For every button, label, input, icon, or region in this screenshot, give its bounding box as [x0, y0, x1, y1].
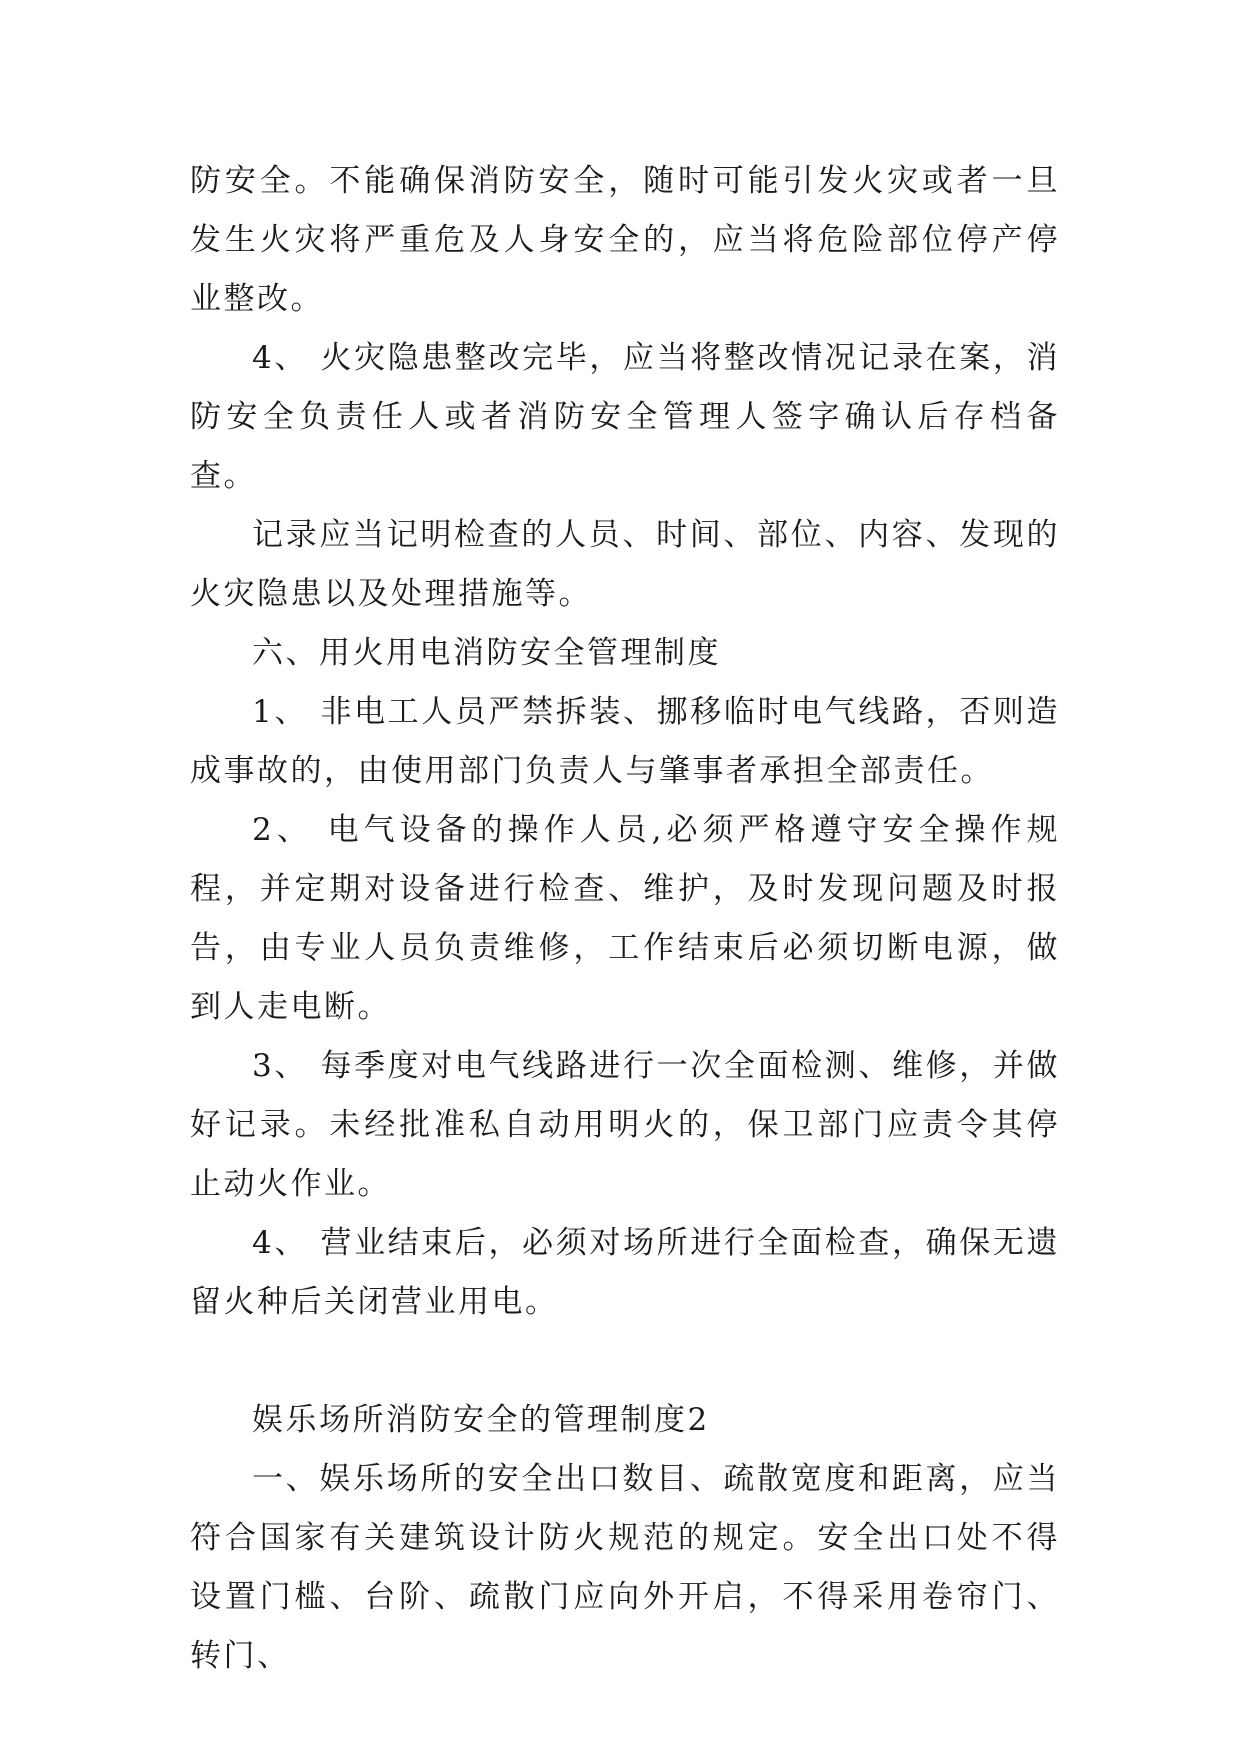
paragraph-record-requirements: 记录应当记明检查的人员、时间、部位、内容、发现的火灾隐患以及处理措施等。 — [190, 517, 1060, 612]
paragraph-continuation: 防安全。不能确保消防安全，随时可能引发火灾或者一旦发生火灾将严重危及人身安全的，应当将危险部位停产停业整改。 — [190, 163, 1060, 317]
paragraph-item-3-inspection: 3、 每季度对电气线路进行一次全面检测、维修，并做好记录。未经批准私自动用明火的，保卫部门应责令其停止动火作业。 — [190, 1048, 1060, 1202]
document-body — [190, 152, 1060, 1686]
paragraph-item-1-electrical: 1、 非电工人员严禁拆装、挪移临时电气线路，否则造成事故的，由使用部门负责人与肇事者承担全部责任。 — [190, 694, 1060, 789]
paragraph-item-4-rectification: 4、 火灾隐患整改完毕，应当将整改情况记录在案，消防安全负责任人或者消防安全管理人签字确认后存档备查。 — [190, 340, 1060, 494]
document-section-title: 娱乐场所消防安全的管理制度2 — [252, 1402, 710, 1438]
section-heading-six: 六、用火用电消防安全管理制度 — [252, 635, 721, 671]
paragraph-exits: 一、娱乐场所的安全出口数目、疏散宽度和距离，应当符合国家有关建筑设计防火规范的规定。安全出口处不得设置门槛、台阶、疏散门应向外开启，不得采用卷帘门、转门、 — [190, 1461, 1060, 1674]
paragraph-item-4-closing: 4、 营业结束后，必须对场所进行全面检查，确保无遗留火种后关闭营业用电。 — [190, 1225, 1060, 1320]
paragraph-gap — [190, 1332, 1060, 1391]
paragraph-item-2-equipment: 2、 电气设备的操作人员,必须严格遵守安全操作规程，并定期对设备进行检查、维护，及时发现问题及时报告，由专业人员负责维修，工作结束后必须切断电源，做到人走电断。 — [190, 812, 1060, 1025]
